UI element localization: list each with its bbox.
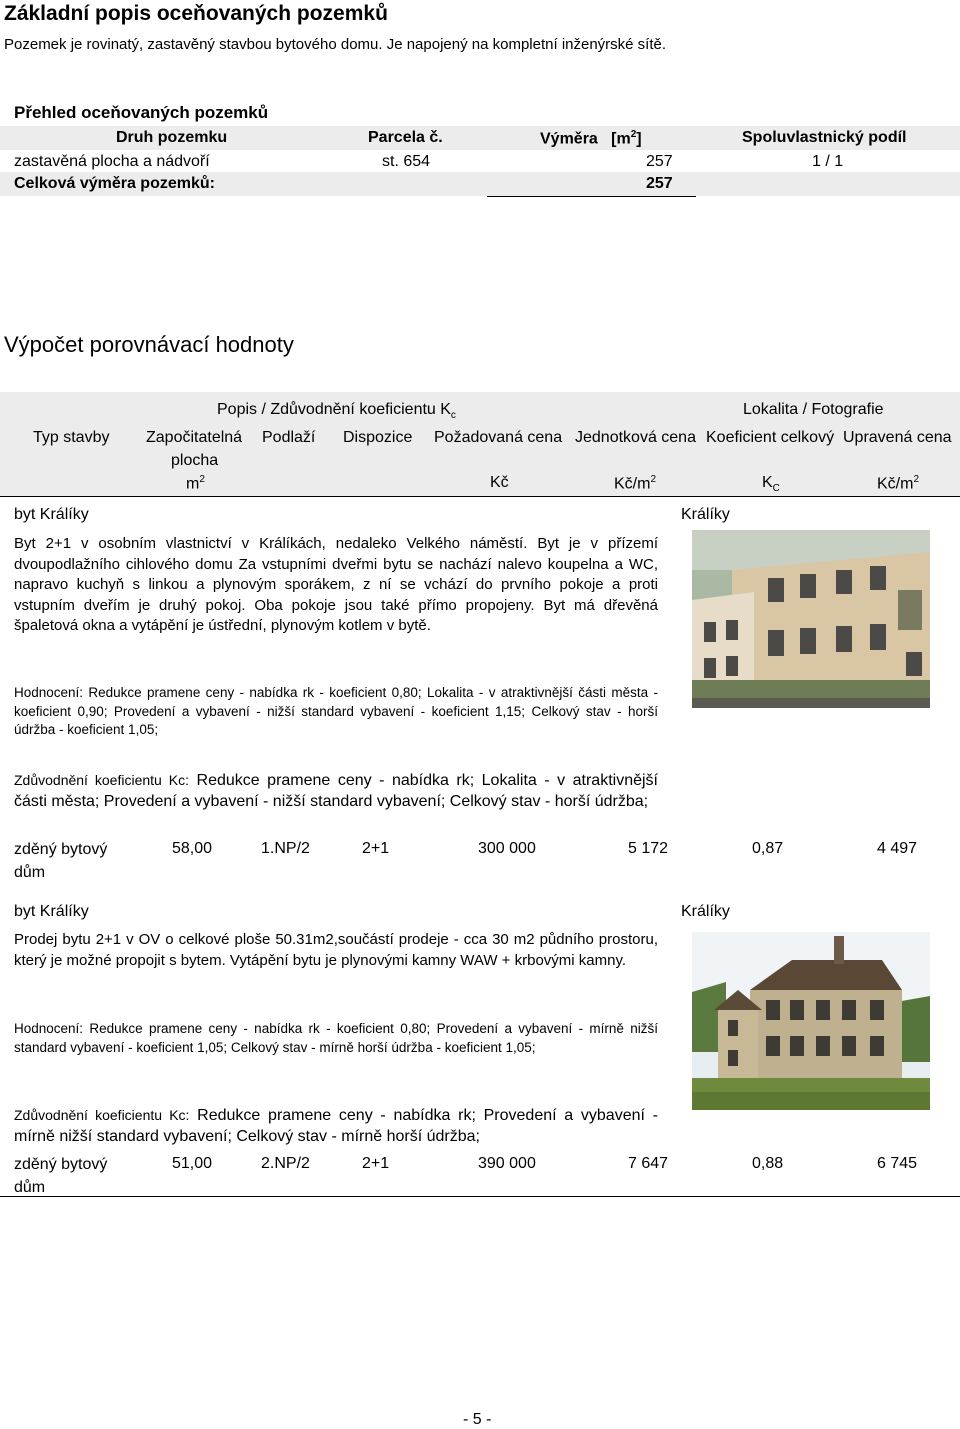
col-header-usable-area-2: plocha <box>171 452 219 469</box>
col-header-price: Požadovaná cena <box>434 429 563 446</box>
parcel-cell: st. 654 <box>382 153 431 170</box>
section-title-calc: Výpočet porovnávací hodnoty <box>4 332 294 357</box>
item2-floor: 2.NP/2 <box>261 1155 310 1172</box>
item2-reason: Zdůvodnění koeficientu Kc: Redukce pramene ceny - nabídka rk; Provedení a vybavení - mírně nižší standard vybavení; Celkový stav - mírně horší údržba; <box>14 1107 659 1145</box>
item1-layout: 2+1 <box>362 840 390 857</box>
total-underline <box>487 196 696 197</box>
item1-rating: Hodnocení: Redukce pramene ceny - nabídka rk - koeficient 0,80; Lokalita - v atraktivnější části města - koeficient 0,90; Provedení a vybavení - nižší standard vybavení - koeficient 1,15; Celkový stav - horší údržba - koeficient 1,05; <box>14 685 658 737</box>
item1-reason: Zdůvodnění koeficientu Kc: Redukce pramene ceny - nabídka rk; Lokalita - v atraktivnější části města; Provedení a vybavení - nižší standard vybavení; Celkový stav - horší údržba; <box>14 772 659 810</box>
col-header-floor: Podlaží <box>262 429 316 446</box>
item2-price: 390 000 <box>478 1155 536 1172</box>
item2-rating: Hodnocení: Redukce pramene ceny - nabídka rk - koeficient 0,80; Provedení a vybavení - mírně nižší standard vybavení - koeficient 1,05; Celkový stav - mírně horší údržba - koeficient 1,05; <box>14 1021 658 1055</box>
item2-coef: 0,88 <box>752 1155 784 1172</box>
item1-type: byt Králíky <box>14 506 89 523</box>
col-header-share: Spoluvlastnický podíl <box>742 129 907 146</box>
item1-unit-price: 5 172 <box>628 840 669 857</box>
total-value: 257 <box>646 175 673 192</box>
item1-coef: 0,87 <box>752 840 784 857</box>
table-bottom-rule <box>0 1196 960 1197</box>
col-header-parcel: Parcela č. <box>368 129 443 146</box>
item2-area: 51,00 <box>172 1155 213 1172</box>
item2-type: byt Králíky <box>14 903 89 920</box>
total-label: Celková výměra pozemků: <box>14 175 215 192</box>
land-type-cell: zastavěná plocha a nádvoří <box>14 153 210 170</box>
item2-description: Prodej bytu 2+1 v OV o celkové ploše 50.31m2,součástí prodeje - cca 30 m2 půdního prostoru, který je možné propojit s bytem. Vytápění bytu je plynovými kamny WAW + krbovými kamny. <box>14 931 658 969</box>
col-header-type: Typ stavby <box>33 429 110 446</box>
item1-locality: Králíky <box>681 506 730 523</box>
basic-description: Pozemek je rovinatý, zastavěný stavbou bytového domu. Je napojený na kompletní inženýrské sítě. <box>4 36 667 53</box>
item2-layout: 2+1 <box>362 1155 390 1172</box>
page-number: - 5 - <box>463 1411 492 1428</box>
section-title-basic: Základní popis oceňovaných pozemků <box>4 2 388 25</box>
unit-unit-price: $Kč/m^2$ <box>614 474 657 493</box>
col-header-usable-area: Započitatelná <box>146 429 243 446</box>
item1-area: 58,00 <box>172 840 213 857</box>
item1-description: Byt 2+1 v osobním vlastnictví v Králíkách, nedaleko Velkého náměstí. Byt je v přízemí dvoupodlažního cihlového domu Za vstupními dveřmi bytu se nachází nalevo koupelna a WC, napravo kuchyň s linkou a plynovým sporákem, z ní se vchází do prvního pokoje a proti vstupním dveřím je druhý pokoj. Oba pokoje jsou také přímo propojeny. Byt má dřevěná špaletová okna a vytápění je ústřední, plynovým kotlem v bytě. <box>14 535 658 634</box>
item1-adjusted: 4 497 <box>877 840 918 857</box>
unit-price: Kč <box>490 474 509 491</box>
building-photo-icon <box>692 932 930 1110</box>
item2-adjusted: 6 745 <box>877 1155 918 1172</box>
item2-unit-price: 7 647 <box>628 1155 669 1172</box>
unit-area: $m^2$ <box>186 474 205 493</box>
col-header-layout: Dispozice <box>343 429 413 446</box>
item2-locality: Králíky <box>681 903 730 920</box>
item1-building: zděný bytový dům <box>14 841 108 881</box>
col-header-area: Výměra $[m^2]$ <box>540 129 642 148</box>
share-cell: 1 / 1 <box>812 153 844 170</box>
col-header-coef: Koeficient celkový <box>706 429 835 446</box>
item2-photo <box>692 932 930 1110</box>
unit-coef: $K_C$ <box>762 474 780 495</box>
item1-floor: 1.NP/2 <box>261 840 310 857</box>
item1-price: 300 000 <box>478 840 536 857</box>
unit-adjusted: $Kč/m^2$ <box>877 474 920 493</box>
item1-photo <box>692 530 930 708</box>
header-description-group: Popis / Zdůvodnění koeficientu $K_c$ <box>217 401 456 422</box>
item2-building: zděný bytový dům <box>14 1156 108 1196</box>
col-header-land-type: Druh pozemku <box>116 129 228 146</box>
section-title-overview: Přehled oceňovaných pozemků <box>14 103 269 122</box>
area-cell: 257 <box>646 153 673 170</box>
col-header-adjusted: Upravená cena <box>843 429 952 446</box>
header-locality-group: Lokalita / Fotografie <box>743 401 884 418</box>
col-header-unit-price: Jednotková cena <box>575 429 696 446</box>
building-photo-icon <box>692 530 930 708</box>
calc-header-rule <box>0 496 960 497</box>
